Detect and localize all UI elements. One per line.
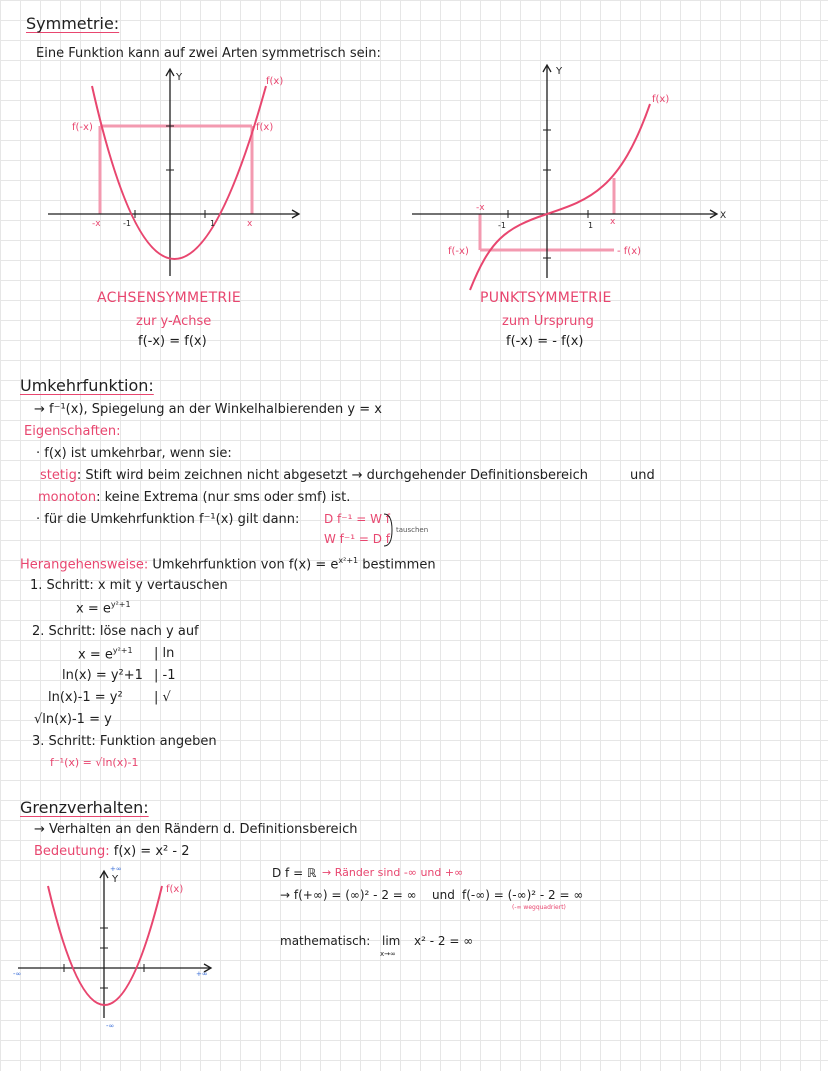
step2-op2: | -1 — [154, 668, 176, 683]
vorgehen-line — [20, 556, 436, 573]
tick-label-pos-x: x — [247, 219, 253, 229]
tick-label-pos-x: x — [610, 217, 616, 227]
step2-line3: ln(x)-1 = y² — [48, 690, 123, 705]
odd-curve — [470, 104, 650, 290]
parabola-curve — [92, 86, 266, 259]
lim-expression: x² - 2 = ∞ — [414, 934, 474, 948]
curve-label: f(x) — [652, 94, 670, 105]
tick-label-neg-1: -1 — [498, 221, 506, 230]
lim-word: lim — [382, 934, 401, 948]
punktsymmetrie-subtitle: zum Ursprung — [502, 314, 594, 329]
step2-line1-base: x = e — [78, 647, 113, 663]
achsensymmetrie-title: ACHSENSYMMETRIE — [97, 290, 242, 306]
f-neg-x-label: f(-x) — [72, 122, 93, 133]
monoton-text: : keine Extrema (nur sms oder smf) ist. — [96, 490, 351, 505]
calc-und: und — [432, 888, 455, 902]
step1-text: 1. Schritt: x mit y vertauschen — [30, 578, 228, 593]
df-swap-line: D f⁻¹ = W f — [324, 512, 391, 526]
grenz-definition: → Verhalten an den Rändern d. Definitionsbereich — [34, 822, 358, 837]
parabola-curve — [48, 886, 162, 1005]
monoton-line — [38, 490, 350, 506]
step2-op1: | ln — [154, 646, 175, 661]
bedeutung-line — [34, 844, 189, 860]
step1-equation — [76, 600, 131, 617]
umkehr-result: f⁻¹(x) = √ln(x)-1 — [50, 756, 139, 769]
section-heading-grenzverhalten: Grenzverhalten: — [20, 798, 149, 817]
punktsymmetrie-graph — [405, 60, 740, 285]
y-axis-label: Y — [112, 874, 119, 885]
monoton-label: monoton — [38, 490, 97, 505]
calc-left: → f(+∞) = (∞)² - 2 = ∞ — [280, 888, 417, 902]
section-heading-umkehrfunktion: Umkehrfunktion: — [20, 376, 154, 395]
punktsymmetrie-title: PUNKTSYMMETRIE — [480, 290, 612, 306]
step2-op3: | √ — [154, 690, 171, 705]
umkehrbar-condition: · f(x) ist umkehrbar, wenn sie: — [36, 446, 232, 461]
step2-line4: √ln(x)-1 = y — [34, 712, 112, 727]
vorgehen-exponent: x²+1 — [338, 556, 359, 565]
step2-line1 — [78, 646, 133, 663]
plus-inf-x-note: +∞ — [196, 970, 208, 978]
plus-inf-y-note: +∞ — [110, 865, 122, 873]
step2-line2: ln(x) = y²+1 — [62, 668, 143, 683]
section-heading-symmetrie: Symmetrie: — [26, 14, 120, 33]
minus-inf-y-note: -∞ — [106, 1022, 115, 1030]
calc-right: f(-∞) = (-∞)² - 2 = ∞ — [462, 888, 584, 902]
step3-text: 3. Schritt: Funktion angeben — [32, 734, 217, 749]
curve-label: f(x) — [166, 884, 184, 895]
achsensymmetrie-subtitle: zur y-Achse — [136, 314, 212, 329]
bedeutung-label: Bedeutung: — [34, 844, 110, 859]
vorgehen-end: bestimmen — [362, 557, 436, 573]
step1-eq-base: x = e — [76, 601, 111, 617]
raender-note: → Ränder sind -∞ und +∞ — [322, 866, 464, 879]
f-x-label: f(x) — [256, 122, 274, 133]
fuer-umkehr-text: · für die Umkehrfunktion f⁻¹(x) gilt dann: — [36, 512, 300, 527]
wf-swap-line: W f⁻¹ = D f — [324, 532, 391, 546]
tick-label-neg-x: -x — [476, 203, 485, 213]
vorgehen-label: Herangehensweise: — [20, 557, 149, 573]
achsensymmetrie-graph — [40, 60, 320, 280]
punktsymmetrie-formula: f(-x) = - f(x) — [506, 334, 584, 349]
stetig-line — [40, 468, 588, 484]
curve-label: f(x) — [266, 76, 284, 87]
bedeutung-func: f(x) = x² - 2 — [113, 844, 190, 859]
y-axis-label: Y — [556, 66, 563, 77]
calc-note: (-∞ wegquadriert) — [512, 904, 566, 911]
f-neg-x-label: f(-x) — [448, 246, 469, 257]
achsensymmetrie-formula: f(-x) = f(x) — [138, 334, 207, 349]
tick-label-pos-1: 1 — [588, 221, 594, 230]
math-label: mathematisch: — [280, 934, 371, 948]
neg-f-x-label: - f(x) — [617, 246, 642, 257]
step2-line1-exponent: y²+1 — [112, 646, 133, 655]
swap-bracket-icon — [382, 512, 394, 548]
und-text: und — [630, 468, 655, 483]
tick-label-neg-x: -x — [92, 219, 101, 229]
vorgehen-text: Umkehrfunktion von f(x) = e — [152, 557, 339, 573]
symmetrie-intro: Eine Funktion kann auf zwei Arten symmetrisch sein: — [36, 46, 381, 61]
step1-eq-exponent: y²+1 — [110, 600, 131, 609]
tick-label-pos-1: 1 — [210, 219, 216, 228]
eigenschaften-label: Eigenschaften: — [24, 424, 121, 439]
df-real: D f = ℝ — [272, 866, 317, 880]
step2-text: 2. Schritt: löse nach y auf — [32, 624, 199, 639]
stetig-label: stetig — [40, 468, 77, 483]
minus-inf-x-note: -∞ — [13, 970, 22, 978]
tick-label-neg-1: -1 — [123, 219, 131, 228]
x-axis-label: X — [720, 211, 727, 221]
umkehr-definition: → f⁻¹(x), Spiegelung an der Winkelhalbierenden y = x — [34, 402, 382, 417]
lim-subscript: x→∞ — [380, 950, 396, 958]
tauschen-note: tauschen — [396, 526, 429, 534]
stetig-text: : Stift wird beim zeichnen nicht abgesetzt → durchgehender Definitionsbereich — [76, 468, 589, 483]
y-axis-label: Y — [176, 72, 183, 83]
grenzverhalten-graph — [12, 862, 222, 1032]
